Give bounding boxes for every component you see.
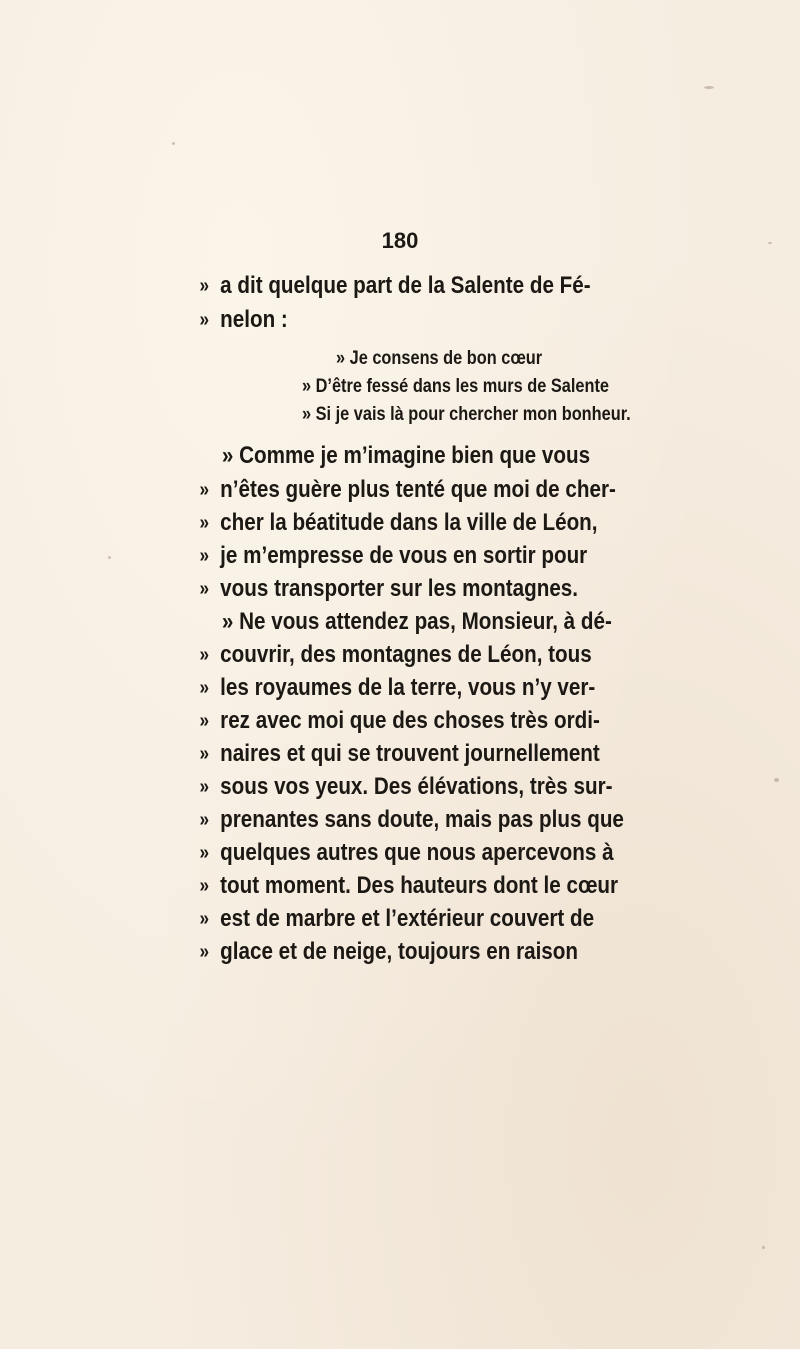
line-text: tout moment. Des hauteurs dont le cœur — [220, 872, 619, 899]
paper-speck — [704, 86, 714, 89]
line-text: n’êtes guère plus tenté que moi de cher- — [220, 476, 616, 503]
line-text: quelques autres que nous apercevons à — [220, 839, 614, 866]
guillemet: » — [199, 908, 210, 930]
line-text: naires et qui se trouvent journellement — [220, 740, 600, 767]
verse-line: » Je consens de bon cœur — [336, 348, 543, 369]
guillemet: » — [199, 809, 210, 831]
guillemet: » — [199, 309, 210, 331]
guillemet: » — [199, 743, 210, 765]
guillemet: » — [199, 545, 210, 567]
paper-speck — [762, 1246, 765, 1249]
line-text: nelon : — [220, 306, 288, 333]
paper-speck — [774, 778, 779, 782]
guillemet: » — [199, 275, 210, 297]
line-text: cher la béatitude dans la ville de Léon, — [220, 509, 598, 536]
guillemet: » — [199, 512, 210, 534]
line-text: est de marbre et l’extérieur couvert de — [220, 905, 595, 932]
line-text: prenantes sans doute, mais pas plus que — [220, 806, 624, 833]
paper-speck — [108, 556, 111, 559]
line-text: » Ne vous attendez pas, Monsieur, à dé- — [221, 608, 612, 635]
guillemet: » — [199, 479, 210, 501]
guillemet: » — [199, 941, 210, 963]
line-text: les royaumes de la terre, vous n’y ver- — [220, 674, 596, 701]
line-text: couvrir, des montagnes de Léon, tous — [220, 641, 592, 668]
guillemet: » — [199, 710, 210, 732]
line-text: glace et de neige, toujours en raison — [220, 938, 579, 965]
line-text: je m’empresse de vous en sortir pour — [220, 542, 588, 569]
guillemet: » — [199, 578, 210, 600]
verse-line: » D’être fessé dans les murs de Salente — [302, 376, 609, 397]
line-text: rez avec moi que des choses très ordi- — [220, 707, 600, 734]
line-text: vous transporter sur les montagnes. — [220, 575, 579, 602]
line-text: sous vos yeux. Des élévations, très sur- — [220, 773, 613, 800]
guillemet: » — [199, 644, 210, 666]
guillemet: » — [199, 875, 210, 897]
guillemet: » — [199, 776, 210, 798]
line-text: a dit quelque part de la Salente de Fé- — [220, 272, 591, 299]
paper-speck — [172, 142, 175, 145]
line-text: » Comme je m’imagine bien que vous — [221, 442, 591, 469]
guillemet: » — [199, 842, 210, 864]
verse-line: » Si je vais là pour chercher mon bonheur. — [302, 404, 631, 425]
page-number: 180 — [381, 228, 419, 253]
guillemet: » — [199, 677, 210, 699]
paper-speck — [768, 242, 772, 244]
